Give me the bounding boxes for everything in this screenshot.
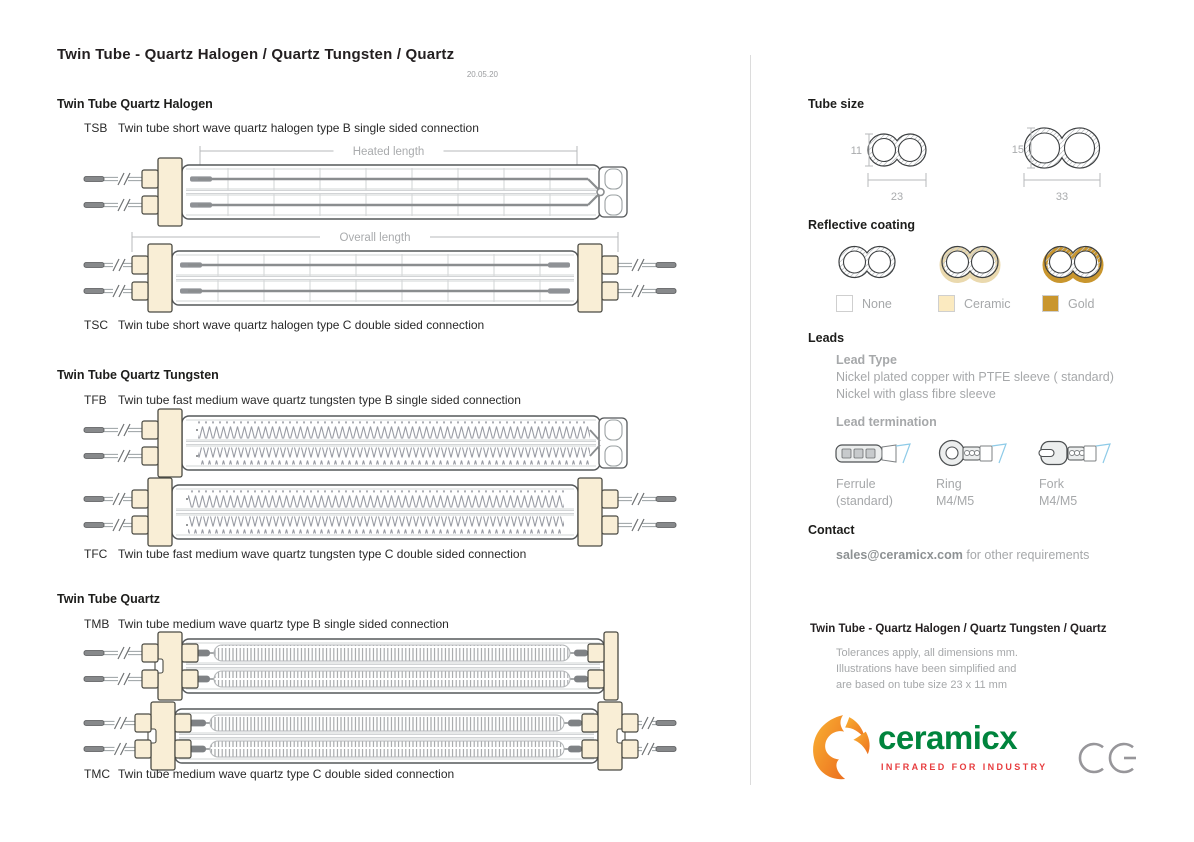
tube-width-dim: 33: [1055, 191, 1069, 203]
lead-type-1: Nickel plated copper with PTFE sleeve ( standard): [836, 370, 1114, 384]
ring-terminal-icon: [940, 441, 993, 466]
item-desc: Twin tube short wave quartz halogen type B single sided connection: [118, 121, 479, 135]
item-tfb: [84, 393, 521, 407]
termination-ferrule-label: [836, 476, 893, 510]
coating-label: Ceramic: [964, 296, 1011, 311]
tsb-diagram: [80, 138, 640, 233]
contact-email[interactable]: sales@ceramicx.com: [836, 548, 963, 562]
ceramic-block: [578, 478, 602, 546]
termination-name: Ferrule: [836, 477, 876, 491]
ceramicx-flame-icon: [808, 710, 874, 782]
coating-option-none: [836, 295, 892, 312]
tmb-diagram: [80, 631, 640, 701]
dimension-label: Heated length: [352, 146, 425, 158]
termination-spec: (standard): [836, 494, 893, 508]
item-tmc: [84, 767, 454, 781]
ceramic-block: [148, 244, 172, 312]
item-code: TFC: [84, 547, 108, 561]
coating-option-ceramic: [938, 295, 1011, 312]
quartz-tube: [182, 165, 600, 219]
ce-mark-icon: [1078, 737, 1138, 779]
tube-width-dim: 23: [890, 191, 904, 203]
tube-height-dim: 15: [1011, 144, 1024, 156]
lead-type-heading: Lead Type: [836, 353, 897, 367]
item-desc: Twin tube short wave quartz halogen type C double sided connection: [118, 318, 485, 332]
item-code: TMB: [84, 617, 110, 631]
lead-termination-icons: [834, 437, 1154, 473]
item-tsb: [84, 121, 479, 135]
section-heading-quartz-tungsten: Twin Tube Quartz Tungsten: [57, 368, 219, 382]
fork-terminal-icon: [1039, 442, 1096, 465]
tsc-diagram: [80, 224, 680, 319]
section-heading-quartz: Twin Tube Quartz: [57, 592, 161, 606]
ceramic-block: [158, 409, 182, 477]
item-tfc: [84, 547, 526, 561]
section-heading-quartz-halogen: Twin Tube Quartz Halogen: [57, 97, 213, 111]
item-code: TFB: [84, 393, 107, 407]
item-desc: Twin tube medium wave quartz type B single sided connection: [118, 617, 449, 631]
item-desc: Twin tube medium wave quartz type C double sided connection: [118, 767, 455, 781]
termination-name: Ring: [936, 477, 962, 491]
contact-heading: Contact: [808, 523, 855, 537]
tfb-diagram: [80, 408, 640, 478]
item-code: TMC: [84, 767, 110, 781]
ceramicx-tagline: INFRARED FOR INDUSTRY: [881, 762, 1048, 772]
tube-size-diagram: [812, 112, 1142, 212]
contact-line: [836, 548, 1089, 562]
revision-date: 20.05.20: [466, 70, 498, 79]
footer-note: Illustrations have been simplified and: [836, 663, 1017, 675]
item-desc: Twin tube fast medium wave quartz tungsten type B single sided connection: [118, 393, 521, 407]
termination-spec: M4/M5: [936, 494, 975, 508]
ferrule-icon: [836, 445, 896, 462]
reflective-coating-heading: Reflective coating: [808, 218, 915, 232]
ceramicx-wordmark: ceramicx: [878, 719, 1018, 756]
coating-diagram: [820, 237, 1130, 295]
lead-termination-heading: Lead termination: [836, 415, 937, 429]
none-swatch: [836, 295, 853, 312]
footer-title: Twin Tube - Quartz Halogen / Quartz Tungsten / Quartz: [810, 623, 1107, 635]
coating-label: None: [862, 296, 892, 311]
item-code: TSB: [84, 121, 108, 135]
tmc-diagram: [80, 700, 680, 772]
dimension-label: Overall length: [339, 232, 411, 244]
gold-swatch: [1042, 295, 1059, 312]
ceramic-block: [578, 244, 602, 312]
termination-fork-label: [1039, 476, 1077, 510]
ceramic-swatch: [938, 295, 955, 312]
item-tsc: [84, 318, 484, 332]
footer-notes: [836, 645, 1018, 693]
quartz-tube: [172, 251, 578, 305]
item-desc: Twin tube fast medium wave quartz tungsten type C double sided connection: [118, 547, 527, 561]
termination-name: Fork: [1039, 477, 1064, 491]
footer-note: are based on tube size 23 x 11 mm: [836, 679, 1008, 691]
item-code: TSC: [84, 318, 108, 332]
vertical-divider: [750, 55, 751, 785]
coating-option-gold: [1042, 295, 1094, 312]
tube-size-heading: Tube size: [808, 97, 865, 111]
lead-type-2: Nickel with glass fibre sleeve: [836, 387, 996, 401]
contact-note: for other requirements: [966, 548, 1090, 562]
termination-spec: M4/M5: [1039, 494, 1078, 508]
tube-height-dim: 11: [850, 145, 862, 157]
leads-heading: Leads: [808, 331, 845, 345]
tfc-diagram: [80, 477, 680, 547]
ceramic-block: [148, 478, 172, 546]
ceramic-block: [158, 158, 182, 226]
page-title: Twin Tube - Quartz Halogen / Quartz Tungsten / Quartz: [57, 46, 455, 63]
termination-ring-label: [936, 476, 974, 510]
footer-note: Tolerances apply, all dimensions mm.: [836, 647, 1018, 659]
item-tmb: [84, 617, 449, 631]
coating-label: Gold: [1068, 296, 1095, 311]
